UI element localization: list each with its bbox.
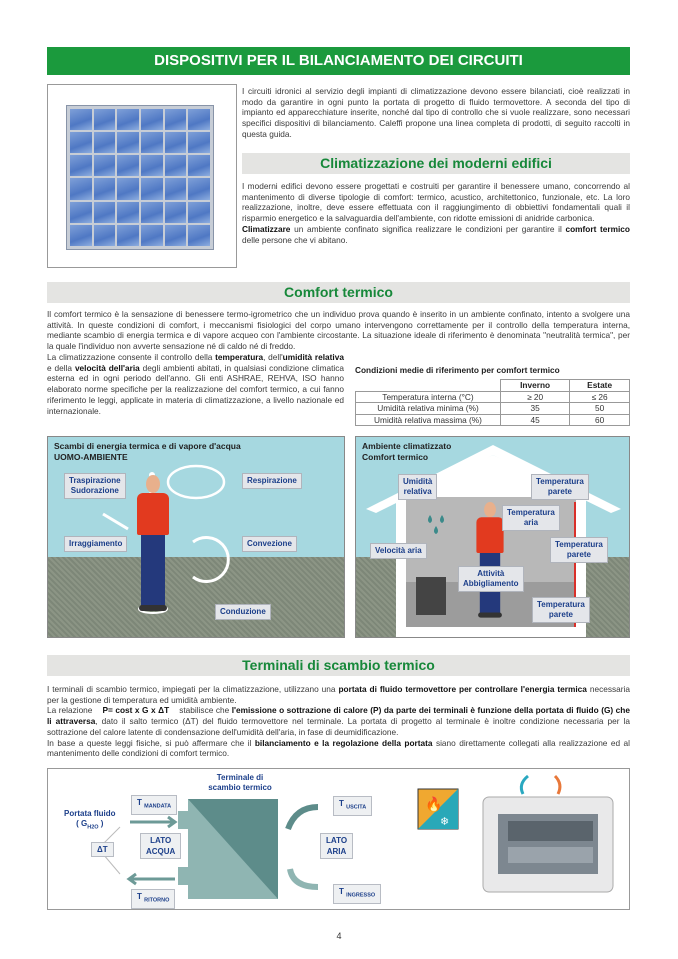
section-heading-comfort: Comfort termico	[47, 282, 630, 303]
table-row: Umidità relativa massima (%) 45 60	[356, 414, 630, 426]
page-title: DISPOSITIVI PER IL BILANCIAMENTO DEI CIRCUITI	[47, 47, 630, 75]
section-heading-terminali: Terminali di scambio termico	[47, 655, 630, 676]
label-temperatura-aria: Temperatura aria	[502, 505, 560, 531]
portata-label: Portata fluido ( $G_{H2O}$ )	[64, 809, 116, 831]
section-heading-climatizzazione: Climatizzazione dei moderni edifici	[242, 153, 630, 174]
table-row: Temperatura interna (°C) ≥ 20 ≤ 26	[356, 391, 630, 403]
fan-coil-icon	[483, 776, 613, 892]
terminal-diagram	[47, 768, 630, 910]
terminal-label: Terminale di scambio termico	[208, 773, 272, 792]
t-ingresso-label: T $_{INGRESSO}$	[333, 884, 381, 904]
t-uscita-label: T $_{USCITA}$	[333, 796, 372, 816]
label-traspirazione: Traspirazione Sudorazione	[64, 473, 126, 499]
svg-text:❄: ❄	[440, 816, 450, 828]
illustration-uomo-ambiente	[47, 436, 345, 638]
illustration-ambiente-climatizzato: Ambiente climatizzato Comfort termico Umidità relativa Temperatura parete Temperatura aria Velocità aria Temperatura parete Attività Abbigliamento Temperatura parete	[355, 436, 630, 638]
label-attivita: Attività Abbigliamento	[458, 566, 524, 592]
comfort-text-2: La climatizzazione consente il controllo della temperatura, dell'umidità relativa e della velocità dell'aria degli ambienti abitati, in qualsiasi condizione climatica esterna ed in ogni periodo dell'anno. Gli enti ASHRAE, REHVA, ISO hanno elaborato norme specifiche per la realizzazione del comfort termico, a cui fanno riferimento le leggi, applicate in materia di climatizzazione, a livello nazionale ed internazionale.	[47, 352, 345, 416]
label-convezione: Convezione	[242, 536, 297, 552]
label-respirazione: Respirazione	[242, 473, 302, 489]
label-temperatura-parete: Temperatura parete	[532, 597, 590, 623]
label-conduzione: Conduzione	[215, 604, 271, 620]
climatizzazione-text: I moderni edifici devono essere progettati e costruiti per garantire il benessere umano, concorrendo al mantenimento di diverse tipologie di comfort: termico, acustico, architettonico, funzionale, etc. La loro realizzazione, inoltre, deve essere effettuata con il raggiungimento di obbiettivi fondamentali quali il risparmio energetico e la salvaguardia dell'ambiente, con ridotte emissioni di anidride carbonica. Climatizzare un ambiente confinato significa realizzare le condizioni per garantire il comfort termico delle persone che vi abitano.	[242, 181, 630, 245]
table-caption: Condizioni medie di riferimento per comfort termico	[355, 365, 560, 375]
building-image	[47, 84, 237, 268]
illustration-heading: Scambi di energia termica e di vapore d'acqua UOMO-AMBIENTE	[54, 441, 241, 462]
label-temperatura-parete: Temperatura parete	[550, 537, 608, 563]
heat-cool-icon	[418, 789, 458, 829]
intro-text: I circuiti idronici al servizio degli impianti di climatizzazione devono essere bilanciati, cioè realizzati in modo da garantire in ogni punto la portata di progetto di fluido termovettore. A seconda del tipo di impianto ed apparecchiature inserite, nonché dal tipo di controllo che si vuole realizzare, sono necessari specifici dispositivi di bilanciamento. Caleffi propone una linea completa di prodotti, di seguito raccolti in questa guida.	[242, 86, 630, 139]
delta-t-label: ΔT	[91, 842, 114, 857]
comfort-text: Il comfort termico è la sensazione di benessere termo-igrometrico che un individuo prova quando è inserito in un ambiente confinato, intento a svolgere una attività. In queste condizioni di comfort, i meccanismi fisiologici del corpo umano intervengono correttamente per il controllo della temperatura interna, mediante scambio di energia termica e di vapore acqueo con l'ambiente circostante. La situazione ideale di riferimento è denominata "neutralità termica", per la quale l'individuo non avverte sensazione né di caldo né di freddo.	[47, 309, 630, 352]
label-temperatura-parete: Temperatura parete	[531, 474, 589, 500]
label-umidita: Umidità relativa	[398, 474, 437, 500]
svg-text:🔥: 🔥	[425, 796, 443, 812]
lato-aria-label: LATO ARIA	[320, 833, 353, 859]
t-ritorno-label: T $_{RITORNO}$	[131, 889, 175, 909]
label-irraggiamento: Irraggiamento	[64, 536, 127, 552]
lato-acqua-label: LATO ACQUA	[140, 833, 181, 859]
page-number: 4	[336, 931, 342, 941]
comfort-table: Inverno Estate Temperatura interna (°C) ≥ 20 ≤ 26 Umidità relativa minima (%) 35 50 Umidità relativa massima (%) 45 60	[355, 379, 630, 426]
label-velocita-aria: Velocità aria	[370, 543, 427, 559]
table-row: Umidità relativa minima (%) 35 50	[356, 403, 630, 415]
terminali-text: I terminali di scambio termico, impiegati per la climatizzazione, utilizzano una portata di fluido termovettore per controllare l'energia termica necessaria per la gestione di temperatura ed umidità ambiente. La relazione P= cost x G x ΔT stabilisce che l'emissione o sottrazione di calore (P) da parte dei terminali è funzione della portata di fluido (G) che li attraversa, dato il salto termico (ΔT) del fluido termovettore nel terminale. La portata di progetto al terminale è inoltre condizione necessaria per la sottrazione del calore latente di condensazione dell'umidità dell'aria, in fase di deumidificazione. In base a queste leggi fisiche, si può affermare che il bilanciamento e la regolazione della portata siano direttamente collegati alla realizzazione ed al mantenimento delle condizioni di comfort termico.	[47, 684, 630, 759]
t-mandata-label: T $_{MANDATA}$	[131, 795, 177, 815]
